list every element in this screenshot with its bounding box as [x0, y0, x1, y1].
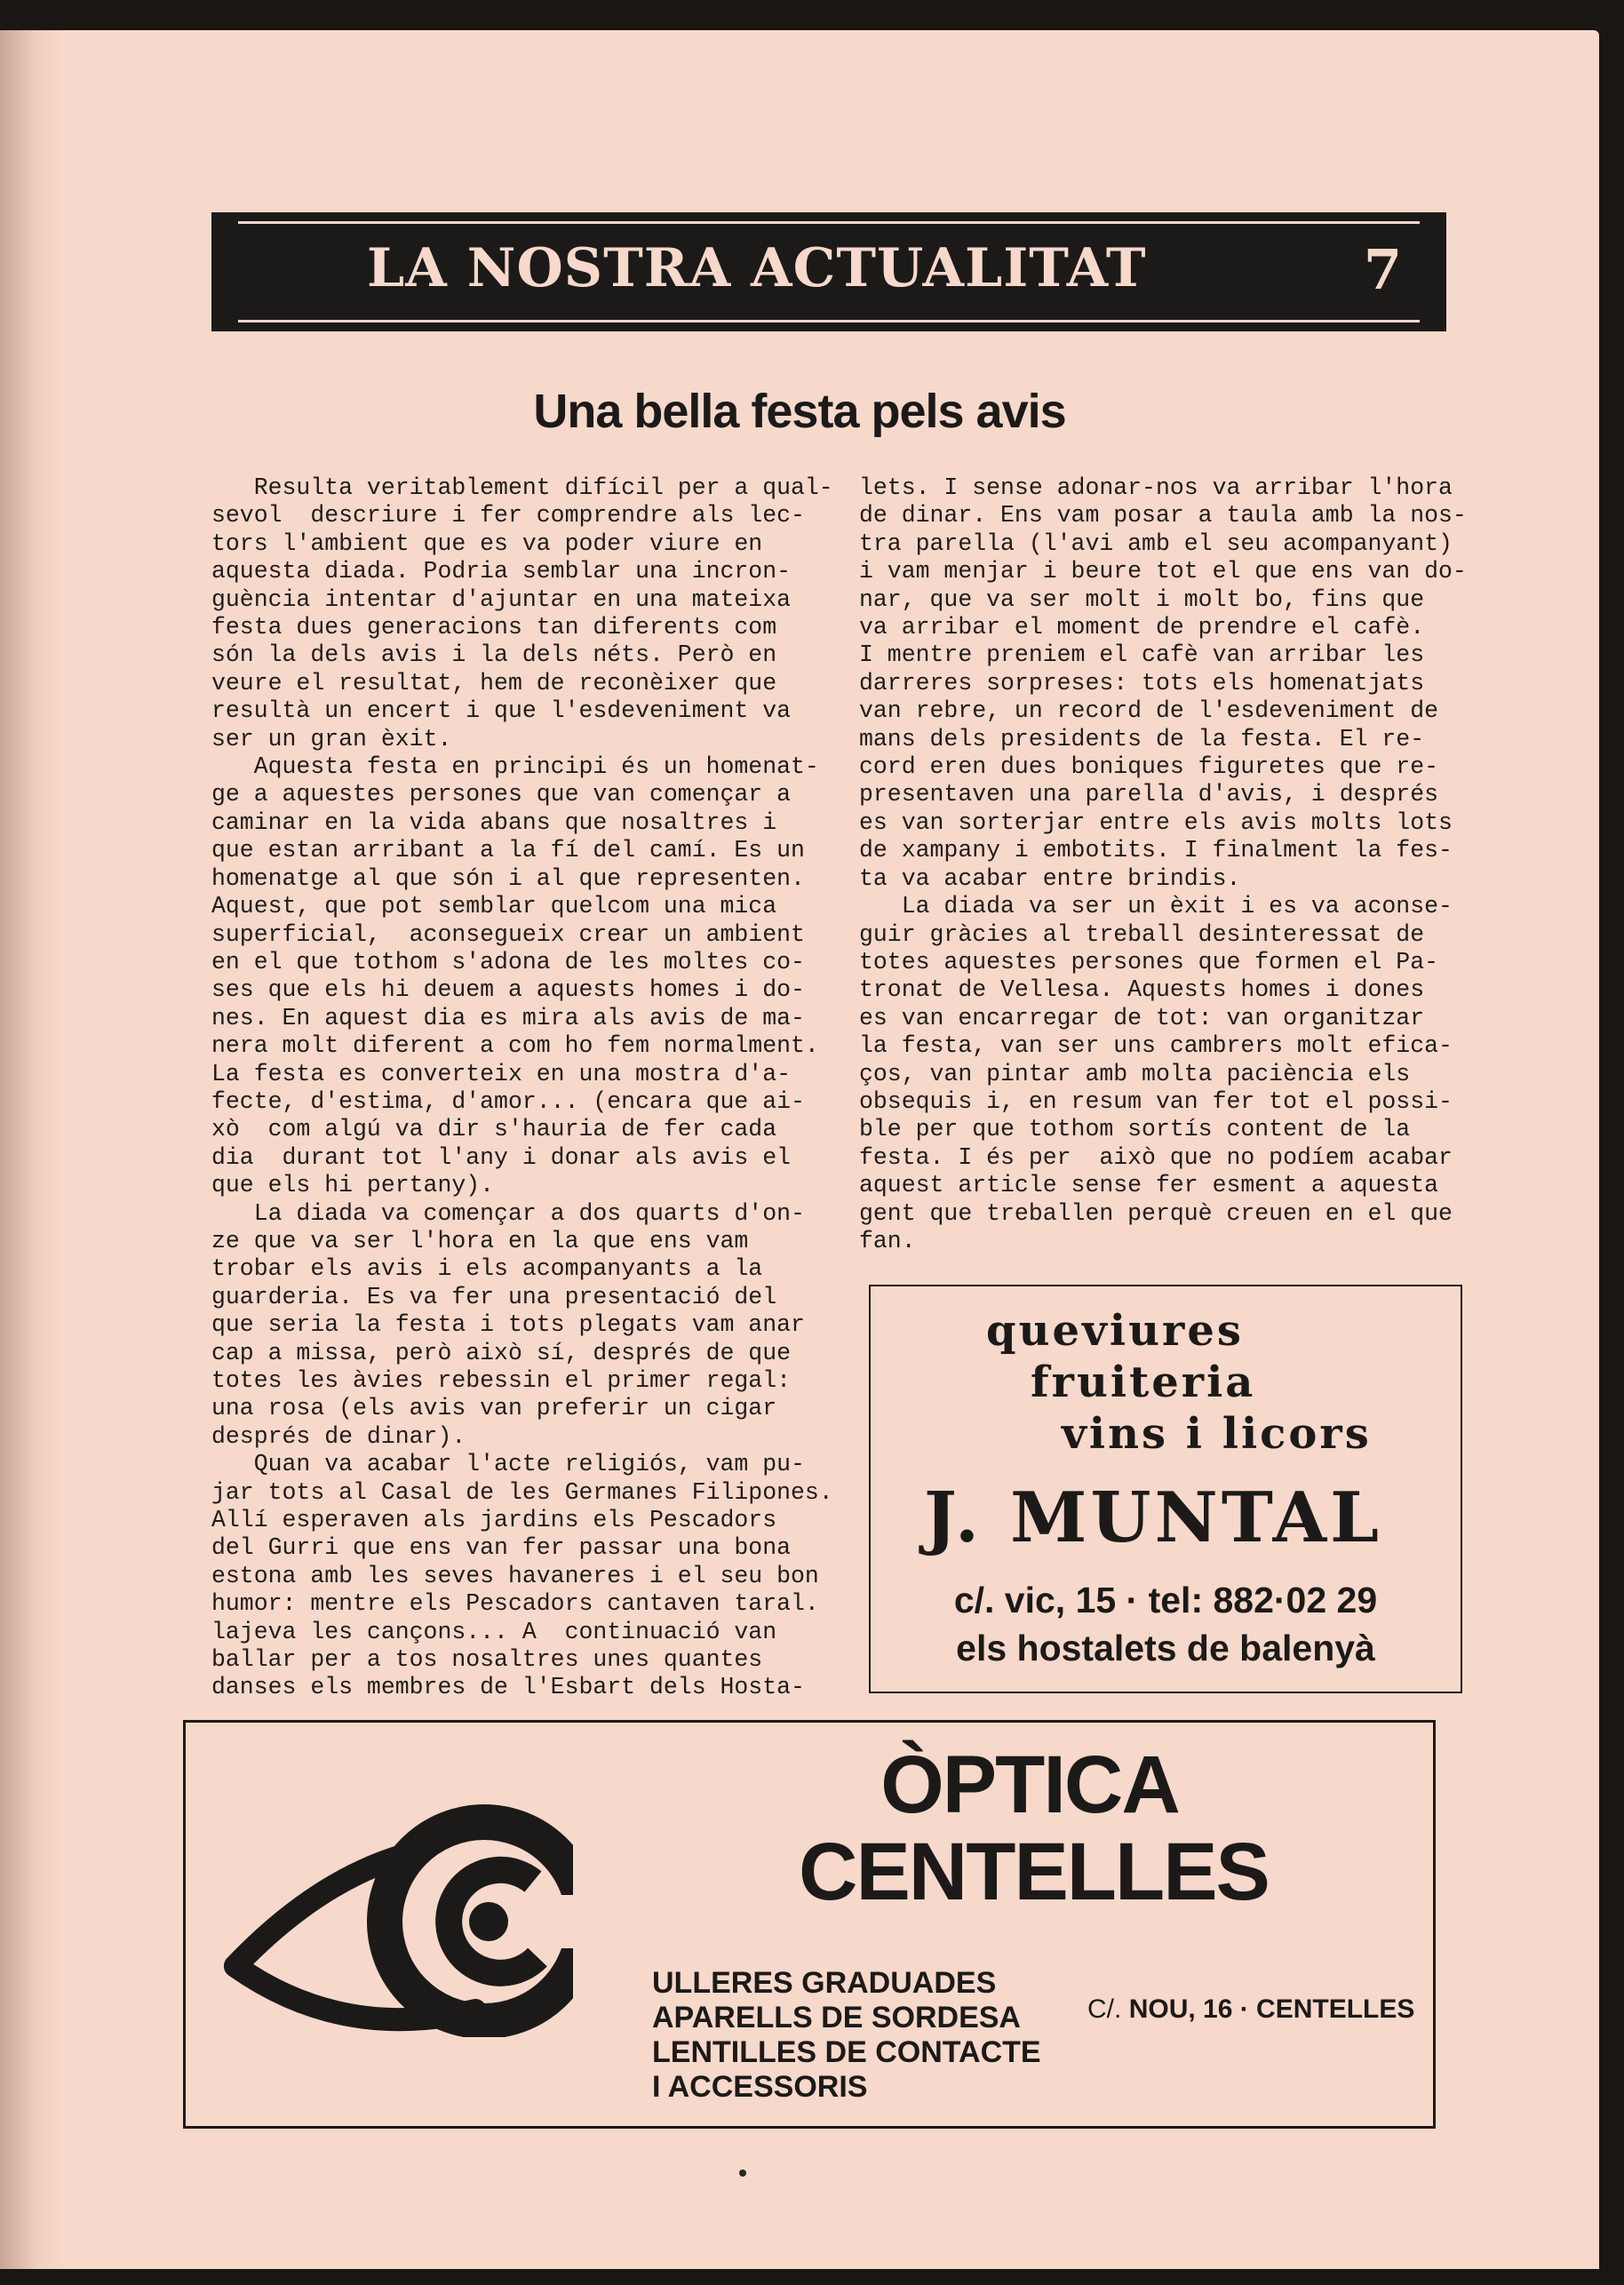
article-text-line: aquesta diada. Podria semblar una incron-: [211, 558, 792, 585]
article-text-line: guir gràcies al treball desinteressat de: [859, 920, 1425, 948]
article-text-line: totes les àvies rebessin el primer regal:: [211, 1367, 792, 1394]
article-text-line: caminar en la vida abans que nosaltres i: [211, 808, 777, 836]
article-text-line: cap a missa, però això sí, després de que: [211, 1339, 792, 1366]
section-header-bar: [211, 212, 1446, 331]
advert-optica: [183, 1720, 1436, 2129]
optica-title-line2: CENTELLES: [799, 1827, 1269, 1917]
header-rule-bottom: [238, 320, 1420, 322]
article-text-line: festa dues generacions tan diferents com: [211, 614, 777, 641]
article-text-line: Aquest, que pot semblar quelcom una mica: [211, 893, 777, 920]
article-text-line: I mentre preniem el cafè van arribar les: [859, 641, 1425, 669]
article-text-line: es van sorterjar entre els avis molts lots: [859, 808, 1453, 836]
article-text-line: que estan arribant a la fí del camí. Es un: [211, 837, 805, 864]
article-text-line: de dinar. Ens vam posar a taula amb la nos-: [859, 502, 1467, 529]
article-text-line: la festa, van ser uns cambrers molt efica-: [859, 1032, 1453, 1060]
article-text-line: fan.: [859, 1227, 916, 1254]
optica-service: ULLERES GRADUADES: [652, 1966, 997, 2000]
header-rule-top: [238, 221, 1420, 224]
article-text-line: superficial, aconsegueix crear un ambient: [211, 920, 805, 948]
article-text-line: lajeva les cançons... A continuació van: [211, 1618, 777, 1645]
article-text-line: ballar per a tos nosaltres unes quantes: [211, 1646, 763, 1674]
article-text-line: guència intentar d'ajuntar en una mateixa: [211, 585, 792, 613]
article-text-line: dia durant tot l'any i donar als avis el: [211, 1143, 792, 1171]
article-text-line: La diada va ser un èxit i es va aconse-: [859, 893, 1453, 920]
article-text-line: tronat de Vellesa. Aquests homes i dones: [859, 976, 1425, 1004]
article-text-line: cord eren dues boniques figuretes que re-: [859, 753, 1439, 781]
article-text-line: xò com algú va dir s'hauria de fer cada: [211, 1116, 777, 1143]
article-text-line: festa. I és per això que no podíem acabar: [859, 1143, 1453, 1171]
article-text-line: són la dels avis i la dels néts. Però en: [211, 641, 777, 669]
article-text-line: nera molt diferent a com ho fem normalment.: [211, 1032, 819, 1060]
optica-service: I ACCESSORIS: [652, 2070, 868, 2104]
article-text-line: una rosa (els avis van preferir un cigar: [211, 1395, 777, 1422]
article-text-line: gent que treballen perquè creuen en el que: [859, 1199, 1453, 1227]
article-text-line: en el que tothom s'adona de les moltes co-: [211, 948, 805, 975]
optica-service: APARELLS DE SORDESA: [652, 2001, 1021, 2034]
article-text-line: nes. En aquest dia es mira als avis de ma-: [211, 1004, 805, 1031]
article-column-right: [859, 474, 1467, 1255]
article-text-line: totes aquestes persones que formen el Pa-: [859, 948, 1439, 975]
optica-address-text: NOU, 16 · CENTELLES: [1128, 1994, 1415, 2024]
article-text-line: es van encarregar de tot: van organitzar: [859, 1004, 1425, 1031]
article-text-line: tra parella (l'avi amb el seu acompanyant): [859, 529, 1453, 557]
advert-muntal-line2: fruiteria: [1031, 1357, 1256, 1407]
article-text-line: tors l'ambient que es va poder viure en: [211, 529, 763, 557]
article-headline: Una bella festa pels avis: [533, 385, 1066, 438]
eye-logo-icon: [218, 1788, 573, 2037]
article-text-line: ses que els hi deuem a aquests homes i do-: [211, 976, 805, 1004]
article-text-line: que seria la festa i tots plegats vam anar: [211, 1311, 805, 1339]
article-text-line: Quan va acabar l'acte religiós, vam pu-: [211, 1451, 805, 1478]
article-text-line: ge a aquestes persones que van començar a: [211, 781, 792, 808]
article-text-line: trobar els avis i els acompanyants a la: [211, 1255, 763, 1283]
optica-services-list: [652, 1966, 1041, 2105]
article-text-line: La festa es converteix en una mostra d'a-: [211, 1060, 792, 1087]
article-text-line: sevol descriure i fer comprendre als lec-: [211, 502, 805, 529]
advert-muntal-line3: vins i licors: [1062, 1409, 1372, 1459]
article-text-line: va arribar el moment de prendre el cafè.: [859, 614, 1425, 641]
article-text-line: obsequis i, en resum van fer tot el possi-: [859, 1087, 1453, 1115]
optica-address-prefix: C/.: [1087, 1994, 1122, 2024]
article-column-left: [211, 474, 833, 1702]
advert-muntal-address2: els hostalets de balenyà: [956, 1628, 1375, 1668]
article-text-line: presentaven una parella d'avis, i després: [859, 781, 1439, 808]
article-text-line: ble per que tothom sortís content de la: [859, 1116, 1411, 1143]
advert-muntal-line1: queviures: [986, 1306, 1244, 1356]
article-text-line: resultà un encert i que l'esdeveniment va: [211, 697, 792, 725]
article-text-line: Allí esperaven als jardins els Pescadors: [211, 1507, 777, 1534]
article-text-line: Resulta veritablement difícil per a qual-: [211, 474, 833, 501]
advert-muntal: [869, 1285, 1462, 1693]
magazine-page: [0, 30, 1599, 2269]
article-text-line: jar tots al Casal de les Germanes Filipones.: [211, 1478, 833, 1506]
article-text-line: estona amb les seves havaneres i el seu bon: [211, 1562, 819, 1589]
article-text-line: van rebre, un record de l'esdeveniment de: [859, 697, 1439, 725]
advert-muntal-name: J. MUNTAL: [924, 1477, 1382, 1558]
article-text-line: i vam menjar i beure tot el que ens van do-: [859, 558, 1467, 585]
article-text-line: fecte, d'estima, d'amor... (encara que ai-: [211, 1087, 805, 1115]
article-text-line: danses els membres de l'Esbart dels Hosta-: [211, 1674, 805, 1701]
article-text-line: ços, van pintar amb molta paciència els: [859, 1060, 1411, 1087]
article-text-line: ta va acabar entre brindis.: [859, 864, 1241, 892]
page-number: 7: [1363, 237, 1402, 302]
article-text-line: guarderia. Es va fer una presentació del: [211, 1283, 777, 1310]
article-text-line: humor: mentre els Pescadors cantaven taral.: [211, 1590, 819, 1618]
optica-address: [1087, 1994, 1414, 2025]
article-text-line: homenatge al que són i al que representen.: [211, 864, 805, 892]
article-text-line: La diada va començar a dos quarts d'on-: [211, 1199, 805, 1227]
page-dot-mark: [739, 2170, 746, 2177]
article-text-line: mans dels presidents de la festa. El re-: [859, 725, 1425, 752]
article-text-line: que els hi pertany).: [211, 1172, 495, 1199]
article-text-line: ze que va ser l'hora en la que ens vam: [211, 1227, 749, 1254]
section-title: LA NOSTRA ACTUALITAT: [367, 237, 1147, 299]
article-text-line: després de dinar).: [211, 1422, 466, 1450]
article-text-line: lets. I sense adonar-nos va arribar l'hora: [859, 474, 1453, 501]
article-text-line: de xampany i embotits. I finalment la fes-: [859, 837, 1453, 864]
page-spine-shadow: [0, 30, 62, 2269]
article-text-line: del Gurri que ens van fer passar una bona: [211, 1534, 792, 1562]
article-text-line: aquest article sense fer esment a aquesta: [859, 1172, 1439, 1199]
optica-title-line1: ÒPTICA: [880, 1740, 1179, 1830]
article-text-line: nar, que va ser molt i molt bo, fins que: [859, 585, 1425, 613]
article-text-line: veure el resultat, hem de reconèixer que: [211, 669, 777, 697]
optica-service: LENTILLES DE CONTACTE: [652, 2035, 1041, 2069]
article-text-line: Aquesta festa en principi és un homenat-: [211, 753, 819, 781]
article-text-line: darreres sorpreses: tots els homenatjats: [859, 669, 1425, 697]
article-text-line: ser un gran èxit.: [211, 725, 452, 752]
advert-muntal-address1: c/. vic, 15 · tel: 882·02 29: [953, 1580, 1378, 1620]
